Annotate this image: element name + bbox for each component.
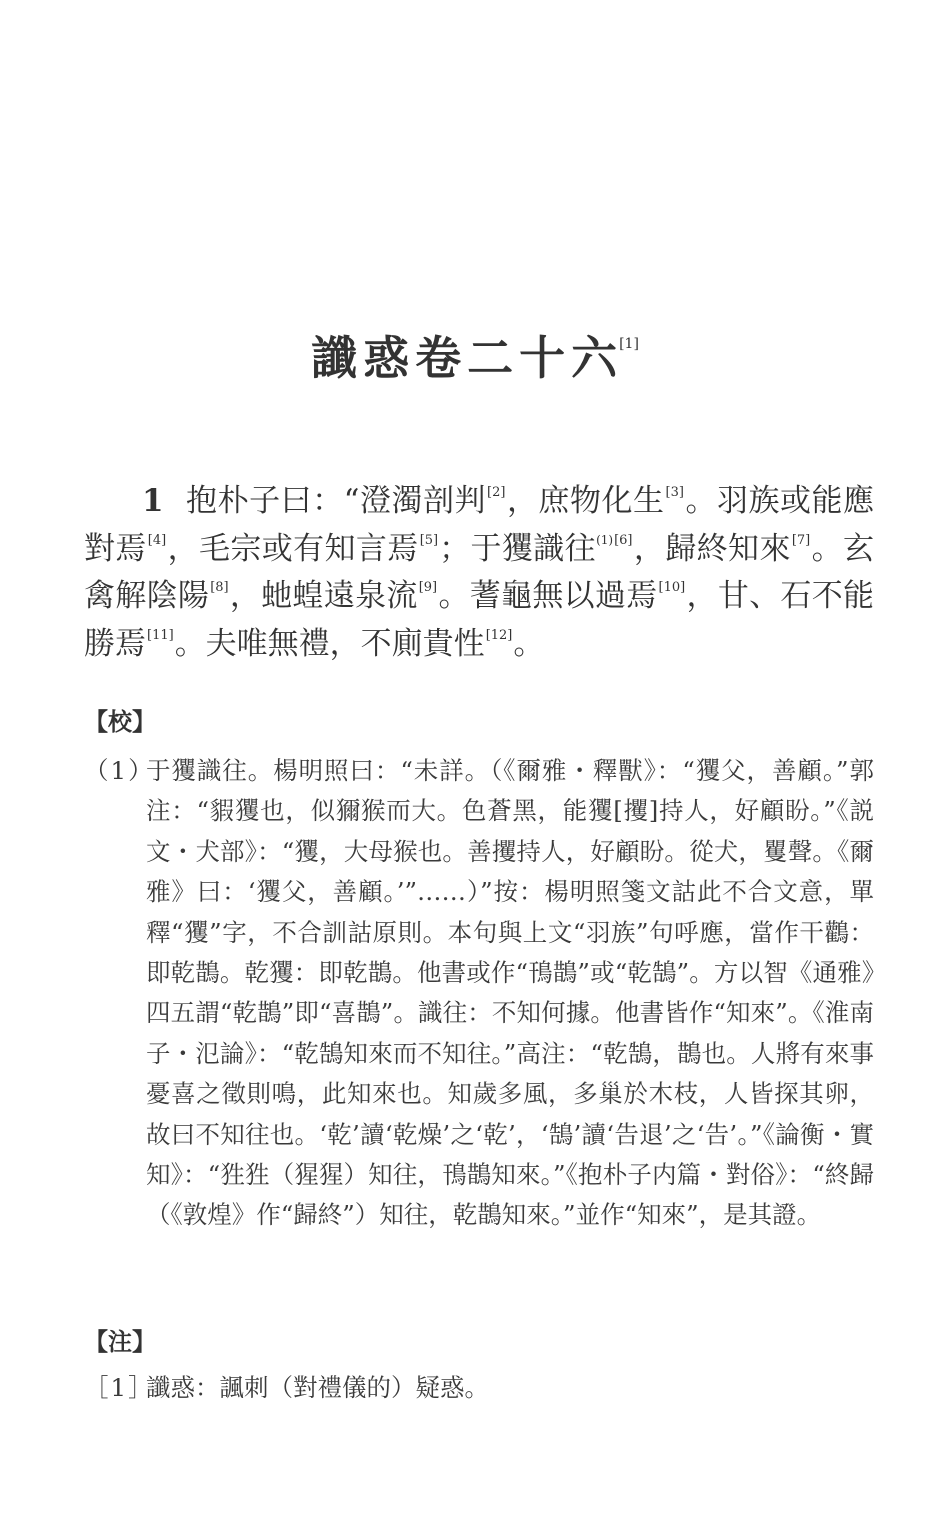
collation-item [84,751,874,1236]
note-item [84,1368,874,1408]
collation-section [84,751,874,1236]
passage-segment: 。夫唯無禮，不廁貴性 [174,625,485,662]
chapter-title-text: 讖惑卷二十六 [311,331,624,385]
collation-item-text: 于玃識往。楊明照曰：“未詳。（《爾雅・釋獸》：“玃父，善顧。”郭注：“貑玃也，似獮猴而大。色蒼黑，能玃[攫]持人，好顧盼。”《説文・犬部》：“玃，大母猴也。善攫持人，好顧盼。從犬，矍聲。《爾雅》曰：‘玃父，善顧。’”……）”按：楊明照箋文詁此不合文意，單釋“玃”字，不合訓詁原則。本句與上文“羽族”句呼應，當作干鸛：即乾鵲。乾玃：即乾鵲。他書或作“鳱鵲”或“乾鵠”。方以智《通雅》四五謂“乾鵲”即“喜鵲”。識往：不知何據。他書皆作“知來”。《淮南子・氾論》：“乾鵠知來而不知往。”高注：“乾鵠，鵲也。人將有來事憂喜之徵則鳴，此知來也。知歲多風，多巢於木枝，人皆探其卵，故曰不知往也。‘乾’讀‘乾燥’之‘乾’，‘鵠’讀‘告退’之‘告’。”《論衡・實知》：“狌狌（猩猩）知往，鳱鵲知來。”《抱朴子内篇・對俗》：“終歸（《敦煌》作“歸終”）知往，乾鵲知來。”並作“知來”，是其證。 [146,756,874,1230]
footnote-ref[interactable]: [7] [791,532,811,548]
footnote-ref[interactable]: [6] [614,532,633,548]
notes-heading: 【注】 [84,1327,156,1356]
footnote-ref[interactable]: [2] [487,485,506,500]
passage-segment: 。玄禽解陰陽 [84,530,875,614]
title-footnote-ref[interactable]: [1] [619,336,639,352]
footnote-ref[interactable]: [3] [665,485,684,500]
passage-segment: 。羽族或能應對焉 [84,483,874,567]
footnote-ref[interactable]: [12] [485,627,513,643]
passage-segment: ，歸終知來 [633,530,791,567]
footnote-ref[interactable]: [11] [147,627,174,643]
collation-ref[interactable]: (1) [596,532,614,547]
passage-segment: 抱朴子曰：“澄濁剖判 [185,483,487,519]
section-number: 1 [142,483,164,519]
footnote-ref[interactable]: [4] [147,532,167,548]
footnote-ref[interactable]: [10] [658,580,686,595]
footnote-ref[interactable]: [9] [418,580,438,595]
main-passage [84,478,874,668]
footnote-ref[interactable]: [8] [210,580,229,595]
note-item-marker: ［1］ [84,1373,155,1402]
collation-item-marker: （1） [84,756,155,785]
collation-heading: 【校】 [84,707,156,736]
passage-segment: ，毛宗或有知言焉 [167,530,419,567]
passage-segment: ，甘、石不能勝焉 [84,578,875,662]
footnote-ref[interactable]: [5] [419,532,439,548]
passage-segment: 。 [513,625,545,662]
passage-segment: 。蓍龜無以過焉 [438,578,658,614]
main-passage-text [84,483,874,662]
passage-segment: ；于玃識往 [439,530,597,567]
notes-section [84,1368,874,1408]
passage-segment: ，庶物化生 [506,483,665,519]
chapter-title [0,312,950,390]
passage-segment: ，虵蝗遠泉流 [229,578,418,614]
note-item-text: 讖惑：諷刺（對禮儀的）疑惑。 [146,1373,489,1402]
